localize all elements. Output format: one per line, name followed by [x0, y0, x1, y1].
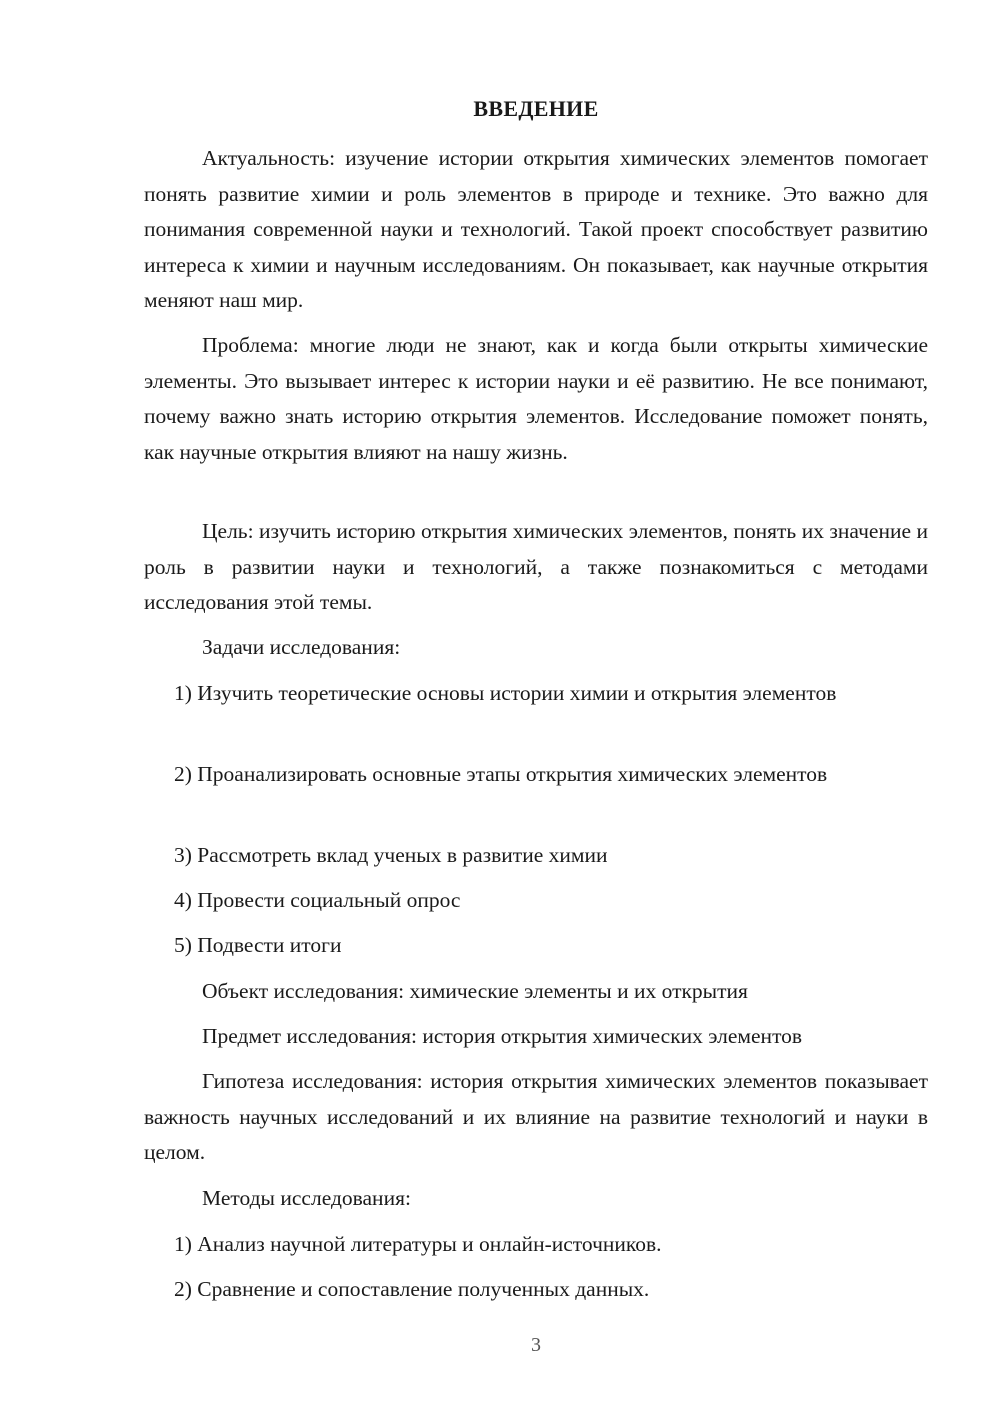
method-item-1: 1) Анализ научной литературы и онлайн-источников. — [174, 1232, 662, 1256]
task-item-1-block — [144, 676, 928, 712]
tasks-heading-block — [144, 630, 928, 666]
hypothesis-paragraph-block — [144, 1064, 928, 1171]
problem-paragraph: Проблема: многие люди не знают, как и когда были открыты химические элементы. Это вызывает интерес к истории науки и её развитию. Не все понимают, почему важно знать историю открытия элементов. Исследование поможет понять, как научные открытия влияют на нашу жизнь. — [144, 333, 928, 464]
relevance-paragraph-block — [144, 141, 928, 319]
problem-paragraph-block — [144, 328, 928, 470]
method-item-2: 2) Сравнение и сопоставление полученных данных. — [174, 1277, 650, 1301]
tasks-heading: Задачи исследования: — [202, 635, 401, 659]
task-item-2: 2) Проанализировать основные этапы открытия химических элементов — [174, 762, 828, 786]
method-item-1-block — [144, 1227, 928, 1263]
object-line-block — [144, 974, 928, 1010]
page-number: 3 — [531, 1334, 541, 1356]
task-item-3: 3) Рассмотреть вклад ученых в развитие химии — [174, 843, 608, 867]
subject-line-block — [144, 1019, 928, 1055]
task-item-3-block — [144, 838, 928, 874]
methods-heading: Методы исследования: — [202, 1186, 411, 1210]
method-item-2-block — [144, 1272, 928, 1308]
task-item-2-block — [144, 757, 928, 793]
task-item-5-block — [144, 928, 928, 964]
goal-paragraph-block — [144, 514, 928, 621]
page-title: ВВЕДЕНИЕ — [473, 96, 599, 121]
task-item-4: 4) Провести социальный опрос — [174, 888, 461, 912]
relevance-paragraph: Актуальность: изучение истории открытия химических элементов помогает понять развитие химии и роль элементов в природе и технике. Это важно для понимания современной науки и технологий. Такой проект способствует развитию интереса к химии и научным исследованиям. Он показывает, как научные открытия меняют наш мир. — [144, 146, 928, 312]
hypothesis-paragraph: Гипотеза исследования: история открытия химических элементов показывает важность научных исследований и их влияние на развитие технологий и науки в целом. — [144, 1069, 928, 1164]
research-object: Объект исследования: химические элементы и их открытия — [202, 979, 748, 1003]
task-item-5: 5) Подвести итоги — [174, 933, 342, 957]
goal-paragraph: Цель: изучить историю открытия химических элементов, понять их значение и роль в развитии науки и технологий, а также познакомиться с методами исследования этой темы. — [144, 519, 928, 614]
research-subject: Предмет исследования: история открытия химических элементов — [202, 1024, 803, 1048]
task-item-1: 1) Изучить теоретические основы истории химии и открытия элементов — [174, 681, 837, 705]
task-item-4-block — [144, 883, 928, 919]
methods-heading-block — [144, 1181, 928, 1217]
